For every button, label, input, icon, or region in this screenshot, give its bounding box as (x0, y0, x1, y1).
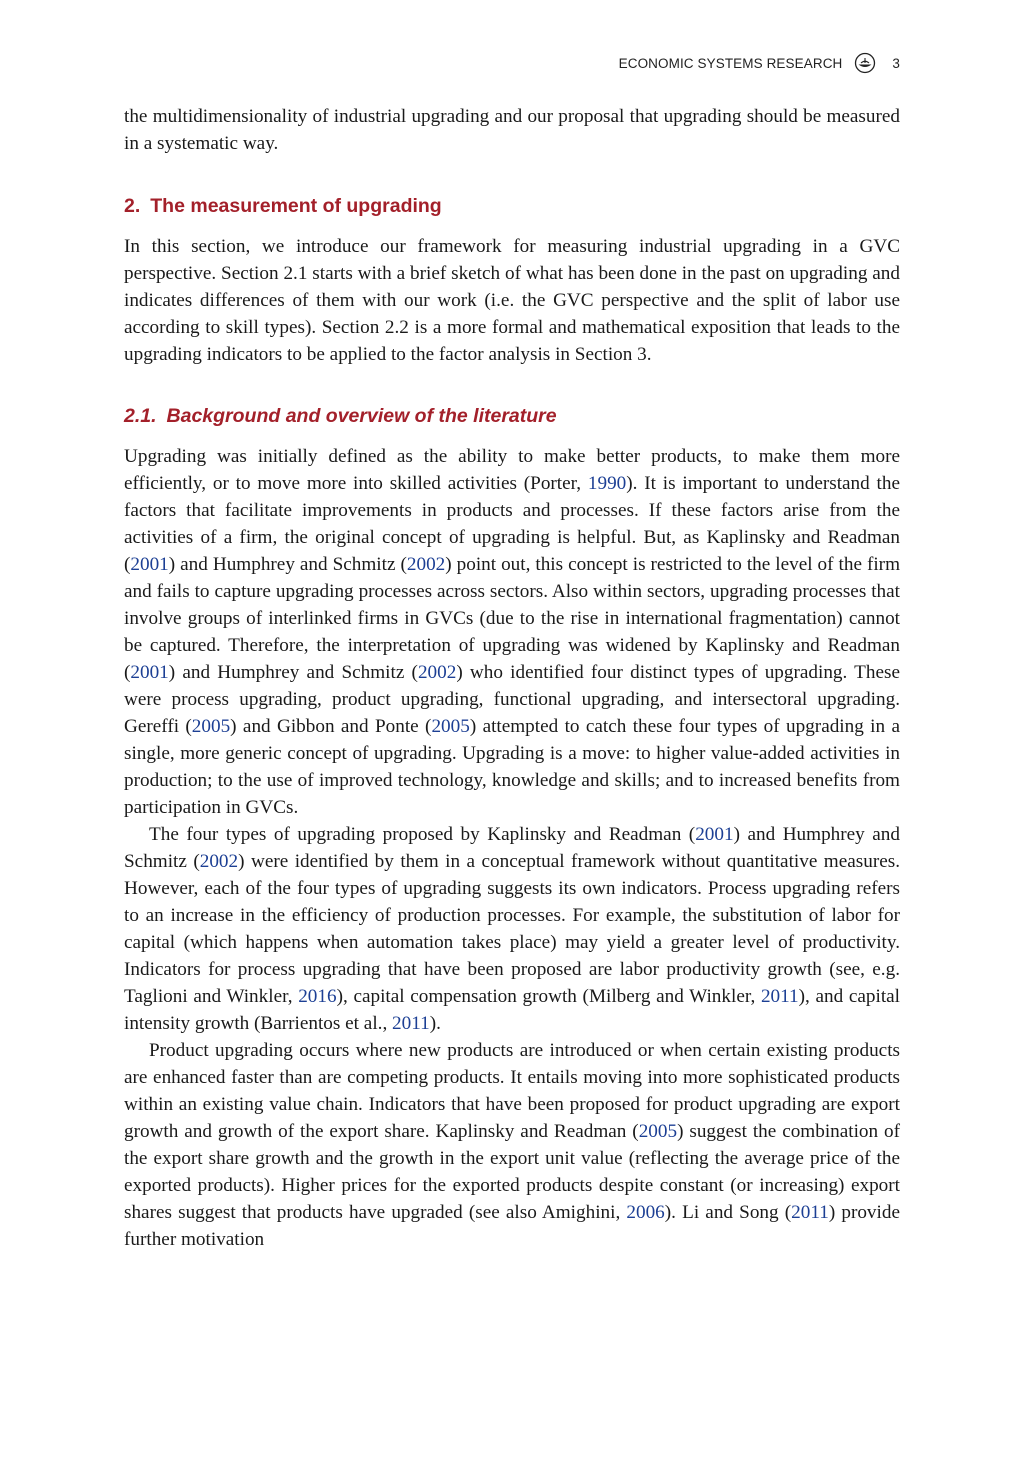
citation-link[interactable]: 2001 (130, 554, 169, 575)
text-run: ) and Humphrey and Schmitz ( (124, 824, 900, 872)
page-body (124, 103, 900, 1253)
citation-link[interactable]: 2002 (199, 851, 239, 872)
subsection-number: 2.1. (124, 405, 157, 427)
citation-link[interactable]: 2006 (626, 1202, 665, 1223)
text-run: ) attempted to catch these four types of upgrading in a single, more generic concept of upgrading. Upgrading is a move: to higher value-added activities in production; to the use of improved technology, knowledge and skills; and to increased benefits from participation in GVCs. (124, 716, 900, 818)
text-run: ), capital compensation growth (Milberg and Winkler, (336, 986, 761, 1007)
text-run: ) were identified by them in a conceptual framework without quantitative measures. However, each of the four types of upgrading suggests its own indicators. Process upgrading refers to an increase in the efficiency of production processes. For example, the substitution of labor for capital (which happens when automation takes place) may yield a greater level of productivity. Indicators for process upgrading that have been proposed are labor productivity growth (see, e.g. Taglioni and Winkler, (124, 851, 900, 1007)
citation-link[interactable]: 2011 (760, 986, 799, 1007)
subsection-title: Background and overview of the literature (166, 405, 557, 427)
text-run: ) who identified four distinct types of upgrading. These were process upgrading, product upgrading, functional upgrading, and intersectoral upgrading. Gereffi ( (124, 662, 900, 737)
citation-link[interactable]: 2001 (130, 662, 169, 683)
text-run: The four types of upgrading proposed by Kaplinsky and Readman ( (149, 824, 696, 845)
citation-link[interactable]: 2011 (791, 1202, 829, 1223)
text-run: ) and Humphrey and Schmitz ( (168, 554, 407, 575)
citation-link[interactable]: 2002 (417, 662, 457, 683)
citation-link[interactable]: 1990 (587, 473, 627, 494)
running-header (619, 52, 900, 74)
section-2-heading (124, 195, 900, 218)
section-title: The measurement of upgrading (150, 195, 442, 217)
section-number: 2. (124, 195, 141, 217)
body-paragraph (124, 443, 900, 821)
text-run: ) and Humphrey and Schmitz ( (168, 662, 418, 683)
journal-title: ECONOMIC SYSTEMS RESEARCH (618, 55, 843, 71)
text-run: ). It is important to understand the factors that facilitate improvements in products and processes. If these factors arise from the activities of a firm, the original concept of upgrading is helpful. But, as Kaplinsky and Readman ( (124, 473, 900, 575)
text-run: ) suggest the combination of the export share growth and the growth in the export unit value (reflecting the average price of the exported products). Higher prices for the exported products despite constant (or increasing) export shares suggest that products have upgraded (see also Amighini, (124, 1121, 901, 1223)
text-run: ) point out, this concept is restricted to the level of the firm and fails to capture upgrading processes across sectors. Also within sectors, upgrading processes that involve groups of interlinked firms in GVCs (due to the rise in international fragmentation) cannot be captured. Therefore, the interpretation of upgrading was widened by Kaplinsky and Readman ( (124, 554, 900, 683)
intro-paragraph: the multidimensionality of industrial upgrading and our proposal that upgrading should be measured in a systematic way. (124, 106, 900, 154)
citation-link[interactable]: 2005 (191, 716, 231, 737)
text-run: Upgrading was initially defined as the ability to make better products, to make them more efficiently, or to move more into skilled activities (Porter, (124, 446, 900, 494)
text-run: ) provide further motivation (124, 1202, 900, 1250)
text-run: ). Li and Song ( (664, 1202, 792, 1223)
text-run: ) and Gibbon and Ponte ( (230, 716, 432, 737)
citation-link[interactable]: 2011 (392, 1013, 430, 1034)
publisher-logo-icon (854, 52, 876, 74)
body-paragraph (124, 1037, 900, 1253)
subsection-2-1-heading (124, 405, 900, 428)
text-run: ). (429, 1013, 441, 1034)
section-2-paragraph: In this section, we introduce our framework for measuring industrial upgrading in a GVC perspective. Section 2.1 starts with a brief sketch of what has been done in the past on upgrading and indicates differences of them with our work (i.e. the GVC perspective and the split of labor use according to skill types). Section 2.2 is a more formal and mathematical exposition that leads to the upgrading indicators to be applied to the factor analysis in Section 3. (124, 236, 900, 365)
text-run: ), and capital intensity growth (Barrientos et al., (124, 986, 900, 1034)
page-number: 3 (892, 55, 900, 71)
citation-link[interactable]: 2002 (406, 554, 446, 575)
text-run: Product upgrading occurs where new products are introduced or when certain existing products are enhanced faster than are competing products. It entails moving into more sophisticated products within an existing value chain. Indicators that have been proposed for product upgrading are export growth and growth of the export share. Kaplinsky and Readman ( (124, 1040, 900, 1142)
citation-link[interactable]: 2001 (695, 824, 734, 845)
citation-link[interactable]: 2005 (638, 1121, 678, 1142)
citation-link[interactable]: 2016 (298, 986, 337, 1007)
citation-link[interactable]: 2005 (431, 716, 470, 737)
body-paragraph (124, 821, 900, 1037)
